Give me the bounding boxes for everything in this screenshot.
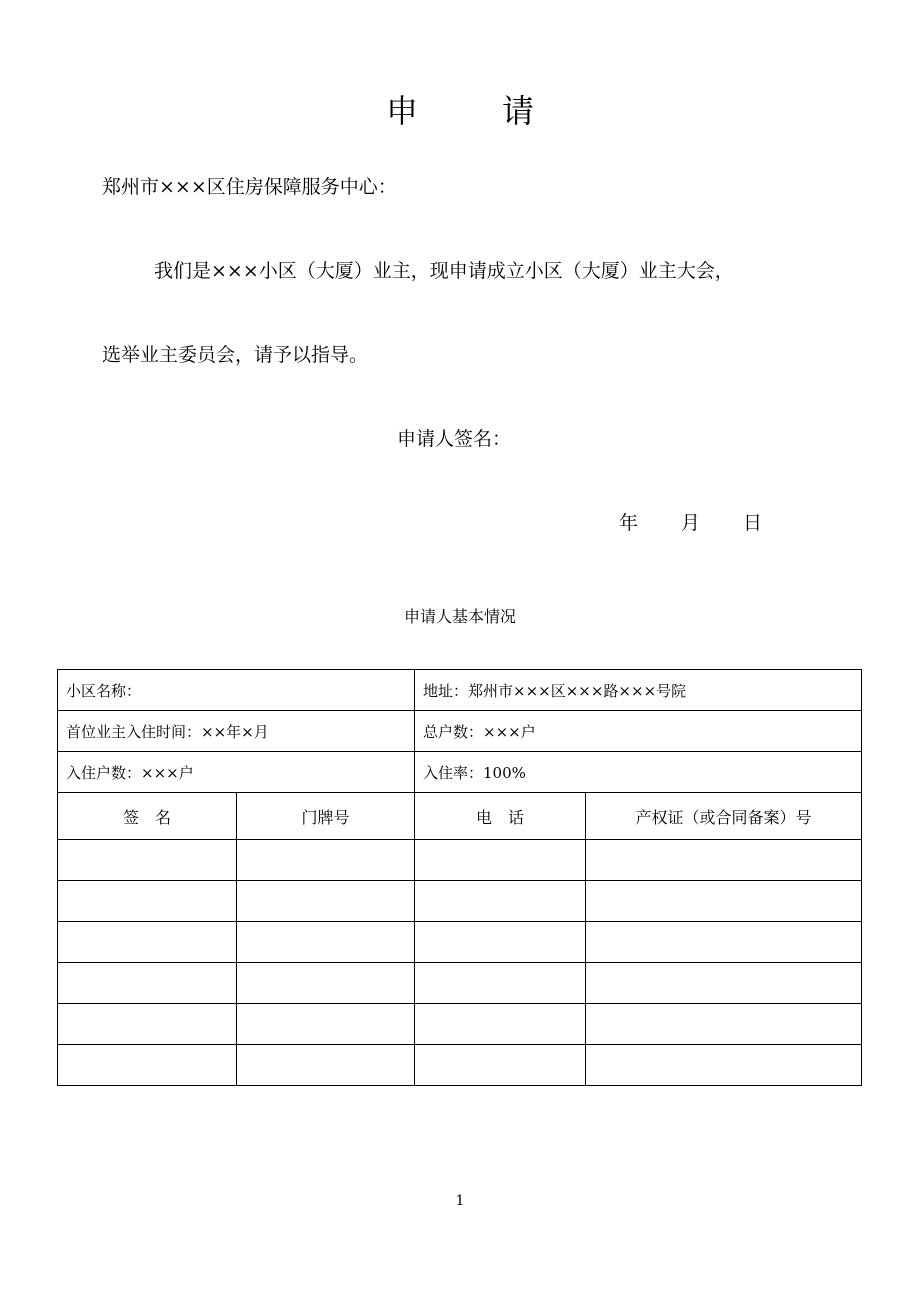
signature-cell[interactable] xyxy=(58,963,237,1004)
table-row xyxy=(58,840,862,881)
phone-cell[interactable] xyxy=(415,1045,586,1086)
signature-cell[interactable] xyxy=(58,1004,237,1045)
column-header-signature: 签 名 xyxy=(58,793,237,840)
info-row xyxy=(58,711,862,752)
table-row xyxy=(58,963,862,1004)
applicant-info-table xyxy=(57,669,862,1086)
column-header-phone: 电 话 xyxy=(415,793,586,840)
column-header-row xyxy=(58,793,862,840)
total-households-cell: 总户数：×××户 xyxy=(415,711,862,752)
phone-cell[interactable] xyxy=(415,922,586,963)
address-cell: 地址：郑州市×××区×××路×××号院 xyxy=(415,670,862,711)
certificate-cell[interactable] xyxy=(586,1045,862,1086)
table-title: 申请人基本情况 xyxy=(403,607,516,626)
phone-cell[interactable] xyxy=(415,840,586,881)
info-row xyxy=(58,670,862,711)
door-number-cell[interactable] xyxy=(237,963,415,1004)
addressee: 郑州市×××区住房保障服务中心： xyxy=(102,176,397,198)
certificate-cell[interactable] xyxy=(586,922,862,963)
column-header-door-number: 门牌号 xyxy=(237,793,415,840)
certificate-cell[interactable] xyxy=(586,840,862,881)
title-char-1: 申 xyxy=(385,92,418,130)
community-name-cell: 小区名称： xyxy=(58,670,415,711)
title-char-2: 请 xyxy=(502,92,535,130)
date-line xyxy=(619,508,762,535)
signature-cell[interactable] xyxy=(58,881,237,922)
occupied-households-cell: 入住户数：×××户 xyxy=(58,752,415,793)
door-number-cell[interactable] xyxy=(237,922,415,963)
certificate-cell[interactable] xyxy=(586,1004,862,1045)
door-number-cell[interactable] xyxy=(237,1004,415,1045)
body-line-1: 我们是×××小区（大厦）业主，现申请成立小区（大厦）业主大会， xyxy=(154,260,734,282)
table-row xyxy=(58,922,862,963)
document-title xyxy=(0,86,920,132)
signature-cell[interactable] xyxy=(58,1045,237,1086)
signature-label: 申请人签名： xyxy=(397,428,512,450)
signature-cell[interactable] xyxy=(58,922,237,963)
date-day: 日 xyxy=(743,512,763,534)
date-month: 月 xyxy=(681,512,701,534)
body-line-2: 选举业主委员会，请予以指导。 xyxy=(102,344,369,366)
first-move-in-cell: 首位业主入住时间：××年×月 xyxy=(58,711,415,752)
table-row xyxy=(58,1004,862,1045)
column-header-certificate: 产权证（或合同备案）号 xyxy=(586,793,862,840)
date-year: 年 xyxy=(619,512,639,534)
certificate-cell[interactable] xyxy=(586,963,862,1004)
certificate-cell[interactable] xyxy=(586,881,862,922)
occupancy-rate-cell: 入住率：100% xyxy=(415,752,862,793)
door-number-cell[interactable] xyxy=(237,881,415,922)
info-row xyxy=(58,752,862,793)
phone-cell[interactable] xyxy=(415,963,586,1004)
phone-cell[interactable] xyxy=(415,881,586,922)
phone-cell[interactable] xyxy=(415,1004,586,1045)
table-row xyxy=(58,881,862,922)
table-row xyxy=(58,1045,862,1086)
signature-cell[interactable] xyxy=(58,840,237,881)
door-number-cell[interactable] xyxy=(237,1045,415,1086)
door-number-cell[interactable] xyxy=(237,840,415,881)
page-number: 1 xyxy=(455,1193,465,1209)
